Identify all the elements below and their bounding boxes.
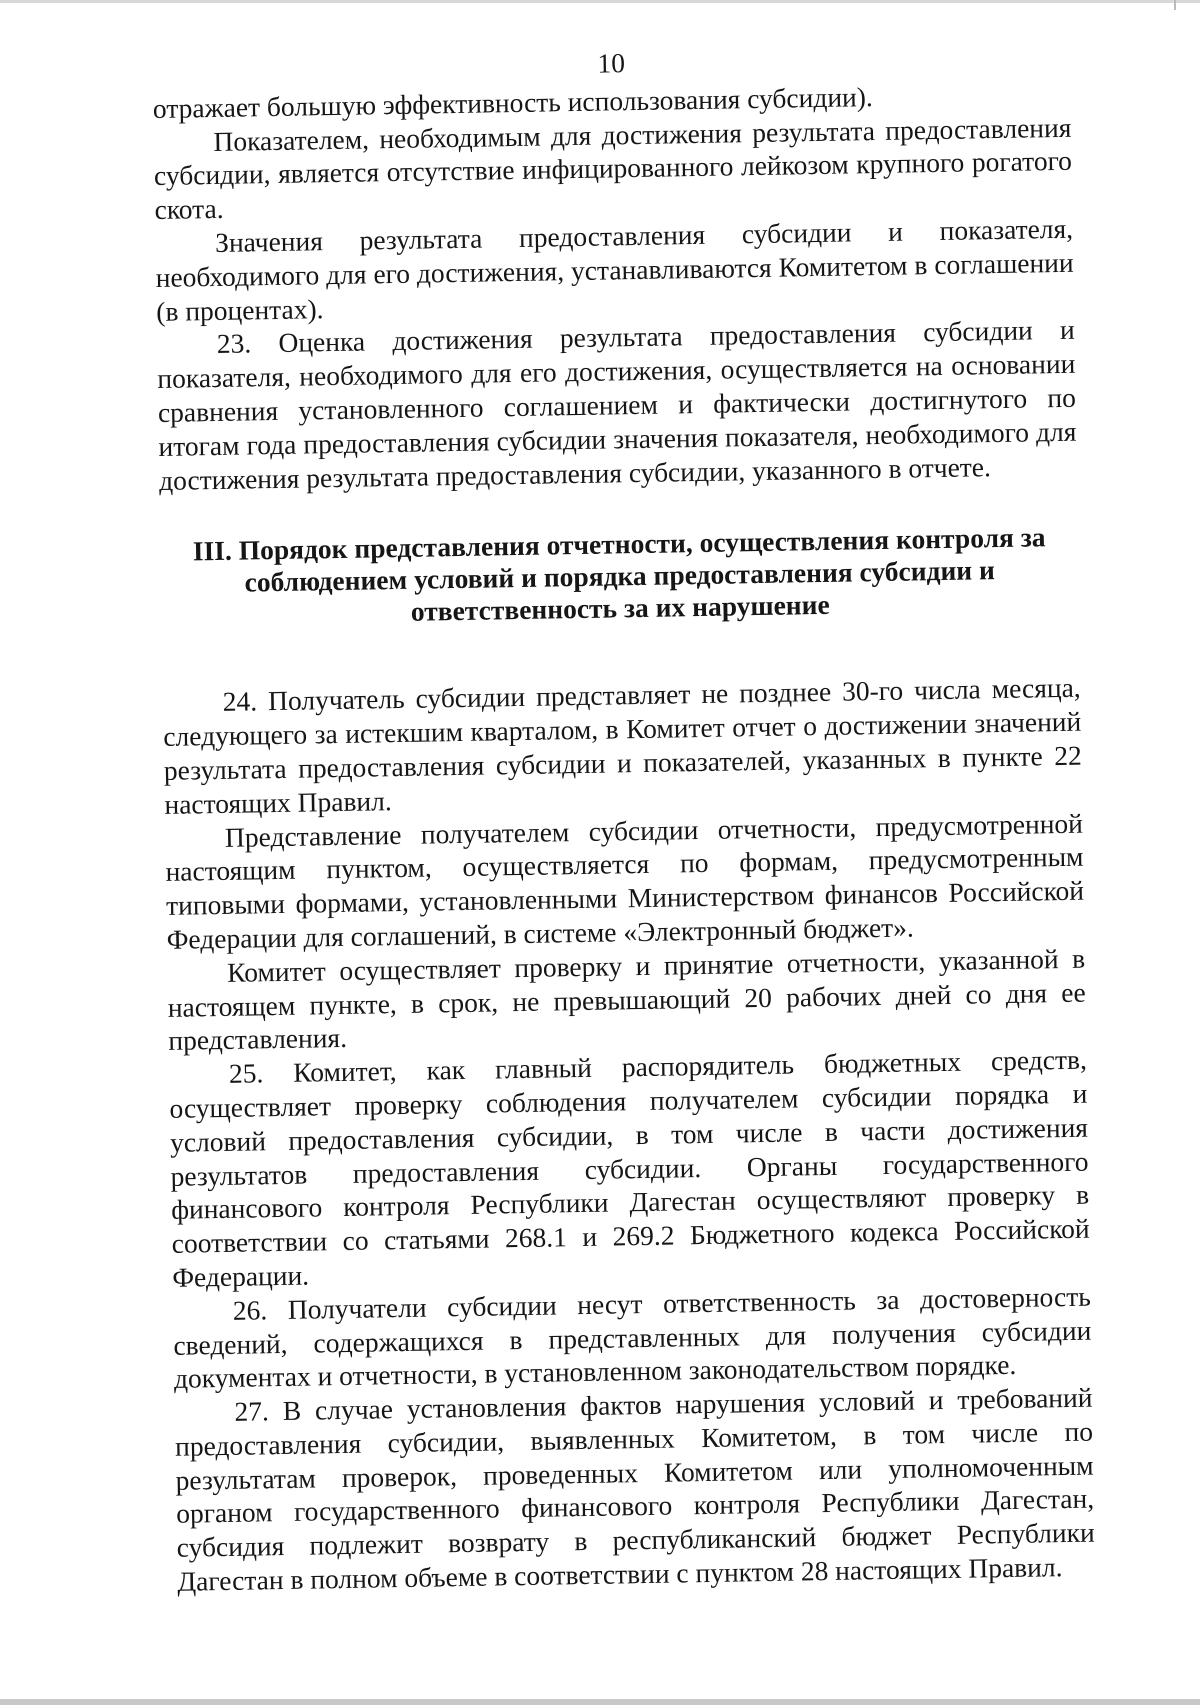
paragraph-item-26: 26. Получатели субсидии несут ответственность за достоверность сведений, содержащихся в представленных для получения субсидии документах и отчетности, в установленном законодательством порядке. bbox=[173, 1280, 1092, 1395]
paragraph-report-check: Комитет осуществляет проверку и принятие отчетности, указанной в настоящем пункте, в срок, не превышающий 20 рабочих дней со дня ее представления. bbox=[167, 942, 1086, 1057]
scan-top-edge bbox=[0, 0, 1200, 3]
paragraph-item-25: 25. Комитет, как главный распорядитель бюджетных средств, осуществляет проверку соблюдения получателем субсидии порядка и условий предоставления субсидии, в том числе в части достижения результатов предоставления субсидии. Органы государственного финансового контроля Республики Дагестан осуществляют проверку в соответствии со статьями 268.1 и 269.2 Бюджетного кодекса Российской Федерации. bbox=[169, 1043, 1090, 1293]
paragraph-item-27: 27. В случае установления фактов нарушения условий и требований предоставления субсидии, выявленных Комитетом, в том числе по результатам проверок, проведенных Комитетом или уполномоченным органом государственного финансового контроля Республики Дагестан, субсидия подлежит возврату в республиканский бюджет Республики Дагестан в полном объеме в соответствии с пунктом 28 настоящих Правил. bbox=[174, 1381, 1095, 1597]
paragraph-item-23: 23. Оценка достижения результата предоставления субсидии и показателя, необходимого для его достижения, осуществляется на основании сравнения установленного соглашением и фактически достигнутого по итогам года предоставления субсидии значения показателя, необходимого для достижения результата предоставления субсидии, указанного в отчете. bbox=[157, 314, 1077, 496]
paragraph-reporting-forms: Представление получателем субсидии отчетности, предусмотренной настоящим пунктом, осуществляется по формам, предусмотренным типовыми формами, установленными Министерством финансов Российской Федерации для соглашений, в системе «Электронный бюджет». bbox=[165, 807, 1085, 955]
paragraph-continuation: отражает большую эффективность использования субсидии). bbox=[152, 80, 874, 124]
section-heading-line-1: III. Порядок представления отчетности, осуществления контроля за bbox=[192, 521, 1046, 567]
section-heading bbox=[160, 521, 1079, 632]
section-heading-line-2: соблюдением условий и порядка предоставления субсидии и bbox=[244, 554, 996, 598]
page-number: 10 bbox=[597, 47, 626, 79]
paragraph-item-24: 24. Получатель субсидии представляет не позднее 30-го числа месяца, следующего за истекшим кварталом, в Комитет отчет о достижении значений результата предоставления субсидии и показателей, указанных в пункте 22 настоящих Правил. bbox=[163, 672, 1083, 820]
section-heading-line-3: ответственность за их нарушение bbox=[410, 589, 830, 628]
scan-bottom-edge bbox=[0, 1699, 1200, 1705]
paragraph-values: Значения результата предоставления субсидии и показателя, необходимого для его достижения, устанавливаются Комитетом в соглашении (в процентах). bbox=[155, 212, 1074, 327]
scan-corner-mark bbox=[1174, 0, 1194, 10]
document-body bbox=[152, 39, 1095, 1599]
paragraph-indicator: Показателем, необходимым для достижения результата предоставления субсидии, является отсутствие инфицированного лейкозом крупного рогатого скота. bbox=[153, 111, 1073, 226]
